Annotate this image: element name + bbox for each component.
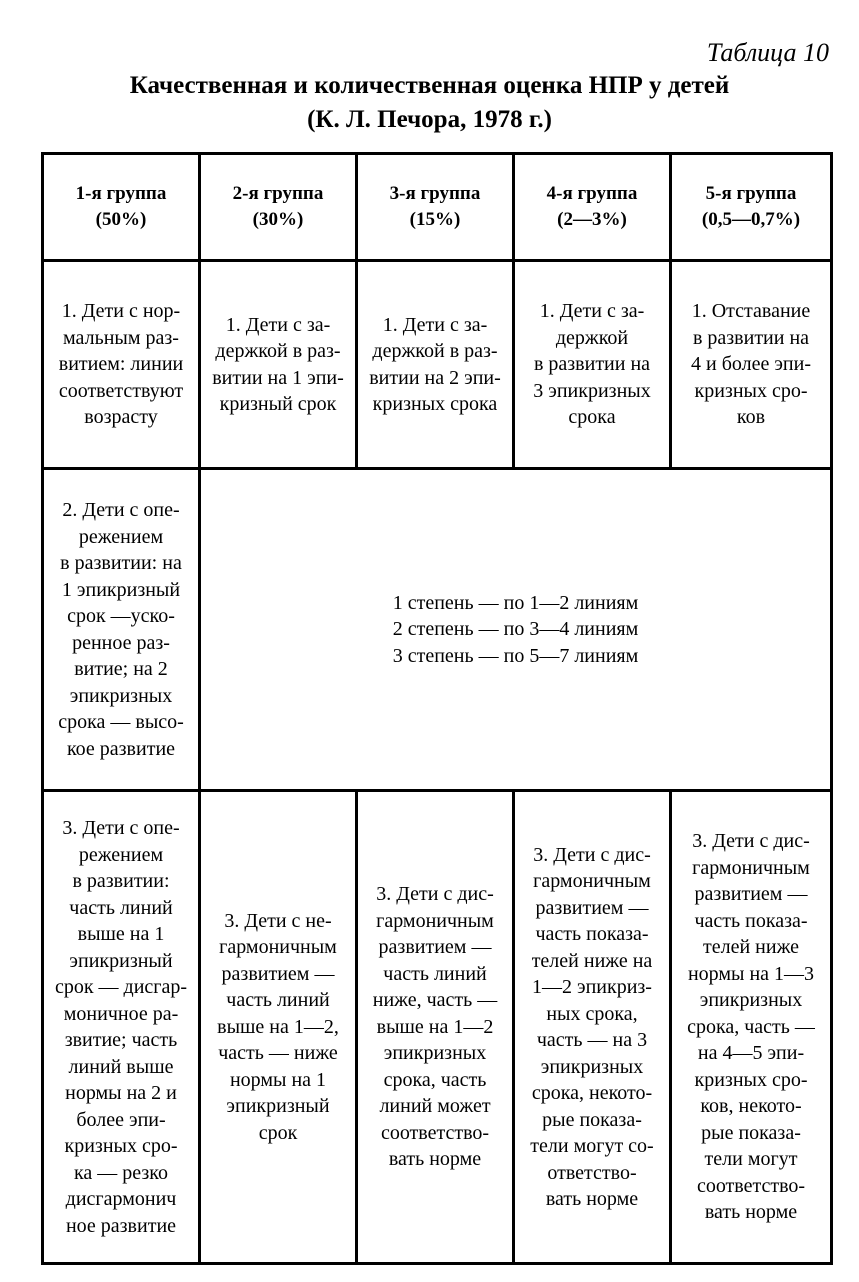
header-group-1: 1-я группа (50%) <box>43 154 200 261</box>
degree-3-text: 3 степень — по 5—7 линиям <box>392 644 639 667</box>
cell-advanced-development: 2. Дети с опе- режением в развитии: на 1 эпикризный срок —уско- ренное раз- витие; на 2 эпикризных срока — высо- кое развитие <box>43 469 200 791</box>
header-group-2: 2-я группа (30%) <box>200 154 357 261</box>
degree-2-text: 2 степень — по 3—4 линиям <box>392 618 639 641</box>
header-group-4: 4-я группа (2—3%) <box>514 154 671 261</box>
cell-group-5-disharmonic: 3. Дети с дис- гармоничным развитием — часть показа- телей ниже нормы на 1—3 эпикризных срока, часть — на 4—5 эпи- кризных сро- ков, некото- рые показа- тели могут соответство- вать норме <box>671 791 832 1264</box>
header-row <box>43 154 832 261</box>
header-group-3: 3-я группа (15%) <box>357 154 514 261</box>
cell-group-4-delay-3: 1. Дети с за- держкой в развитии на 3 эпикризных срока <box>514 261 671 469</box>
table-source: (К. Л. Печора, 1978 г.) <box>307 106 552 133</box>
table-number-label: Таблица 10 <box>706 38 829 67</box>
table-row <box>43 261 832 469</box>
table-row <box>43 469 832 791</box>
cell-degree-scale <box>200 469 832 791</box>
cell-group-1-disharmonic: 3. Дети с опе- режением в развитии: часть линий выше на 1 эпикризный срок — дисгар- моничное ра- звитие; часть линий выше нормы на 2 и более эпи- кризных сро- ка — резко дисгармонич ное развитие <box>43 791 200 1264</box>
cell-group-2-delay-1: 1. Дети с за- держкой в раз- витии на 1 эпи- кризный срок <box>200 261 357 469</box>
cell-group-3-delay-2: 1. Дети с за- держкой в раз- витии на 2 эпи- кризных срока <box>357 261 514 469</box>
header-group-5: 5-я группа (0,5—0,7%) <box>671 154 832 261</box>
cell-group-3-disharmonic: 3. Дети с дис- гармоничным развитием — часть линий ниже, часть — выше на 1—2 эпикризных срока, часть линий может соответство- вать норме <box>357 791 514 1264</box>
table-row <box>43 791 832 1264</box>
cell-group-1-normal: 1. Дети с нор- мальным раз- витием: линии соответствуют возрасту <box>43 261 200 469</box>
degree-1-text: 1 степень — по 1—2 линиям <box>392 591 639 614</box>
cell-group-4-disharmonic: 3. Дети с дис- гармоничным развитием — часть показа- телей ниже на 1—2 эпикриз- ных срока, часть — на 3 эпикризных срока, некото- рые показа- тели могут со- ответство- вать норме <box>514 791 671 1264</box>
cell-group-5-delay-4: 1. Отставание в развитии на 4 и более эпи- кризных сро- ков <box>671 261 832 469</box>
npr-assessment-table <box>41 152 833 1265</box>
cell-group-2-disharmonic: 3. Дети с не- гармоничным развитием — часть линий выше на 1—2, часть — ниже нормы на 1 эпикризный срок <box>200 791 357 1264</box>
table-title: Качественная и количественная оценка НПР у детей <box>129 72 730 99</box>
